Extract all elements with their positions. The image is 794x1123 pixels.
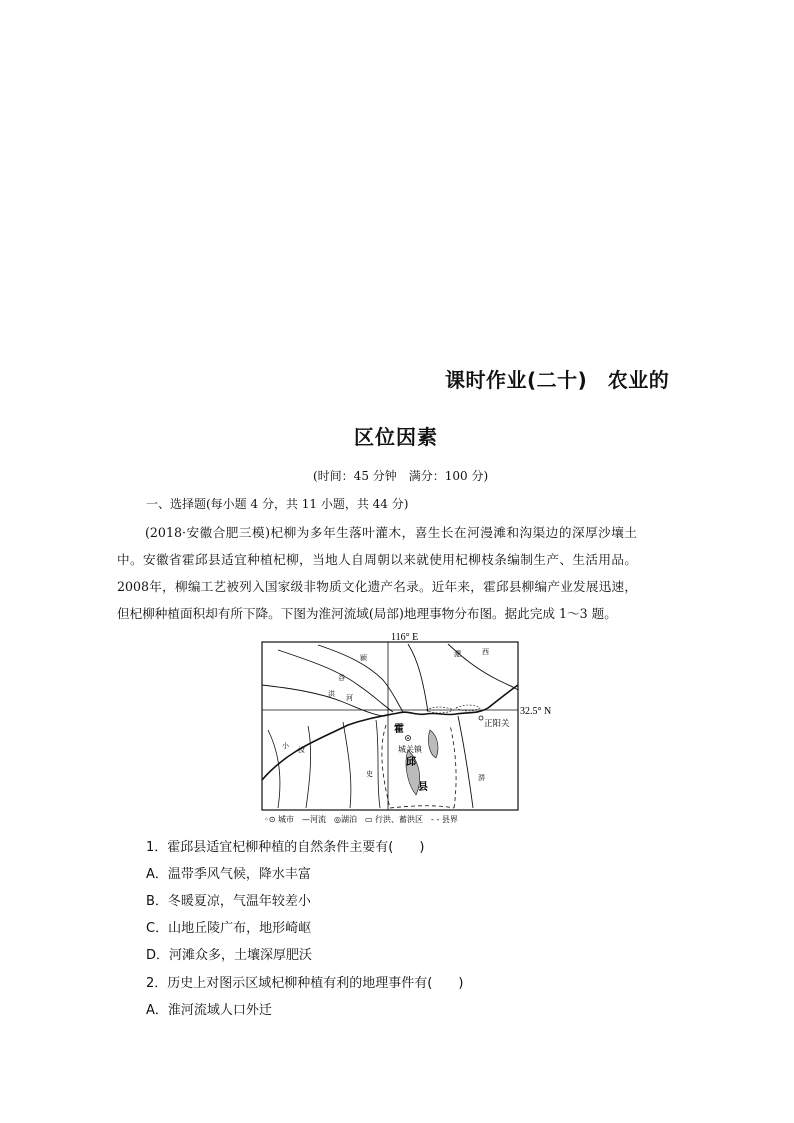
- river-label-shi: 史: [366, 770, 373, 778]
- river-label-xiao: 小: [282, 742, 289, 750]
- river-label-xi: 西: [482, 648, 489, 656]
- question-1-option-a: A．温带季风气候，降水丰富: [146, 867, 311, 882]
- river-label-fei: 淝: [454, 650, 461, 658]
- question-passage: (2018·安徽合肥三模)杞柳为多年生落叶灌木，喜生长在河漫滩和沟渠边的深厚沙壤土中。安徽省霍邱县适宜种植杞柳，当地人自周朝以来就使用杞柳枝条编制生产、生活用品。2008年，柳编工艺被列入国家级非物质文化遗产名录。近年来，霍邱县柳编产业发展迅速，但杞柳种植面积却有所下降。下图为淮河流域(局部)地理事物分布图。据此完成 1～3 题。: [117, 525, 637, 621]
- chengguanzhen-label: 城关镇: [398, 745, 422, 754]
- question-2-option-a: A．淮河流域人口外迁: [146, 1003, 272, 1018]
- section-heading: 一、选择题(每小题 4 分，共 11 小题，共 44 分): [146, 497, 409, 511]
- page-title: 课时作业(二十) 农业的: [445, 368, 670, 392]
- question-2-stem: 2．历史上对图示区域杞柳种植有利的地理事件有( ): [146, 976, 464, 991]
- river-label-hong: 洪: [328, 690, 335, 698]
- river-label-pi: 淠: [478, 774, 485, 782]
- map-legend: ◦⊙ 城市 —河流 ◎湖泊 ▭ 行洪、蓄洪区 - - 县界: [264, 815, 458, 824]
- question-1-stem: 1．霍邱县适宜杞柳种植的自然条件主要有( ): [146, 840, 425, 855]
- question-1-option-c: C．山地丘陵广布，地形崎岖: [146, 921, 312, 936]
- county-label-huo: 霍: [394, 724, 404, 735]
- river-label-he: 河: [346, 694, 353, 702]
- page-title-continued: 区位因素: [354, 425, 438, 449]
- huaihe-map: [258, 630, 558, 826]
- latitude-label: 32.5° N: [520, 706, 552, 717]
- question-1-option-b: B．冬暖夏凉，气温年较差小: [146, 894, 311, 909]
- county-label-qiu: 邱: [406, 757, 416, 768]
- time-and-score: (时间：45 分钟 满分：100 分): [313, 469, 489, 483]
- zhengyangguan-label: 正阳关: [484, 719, 510, 729]
- river-label-ying: 颍: [360, 654, 367, 662]
- river-label-gu: 谷: [338, 674, 345, 682]
- county-label-xian: 县: [418, 782, 428, 793]
- longitude-label: 116° E: [391, 632, 419, 643]
- river-label-ru: 汝: [298, 746, 305, 754]
- question-1-option-d: D．河滩众多，土壤深厚肥沃: [146, 948, 313, 963]
